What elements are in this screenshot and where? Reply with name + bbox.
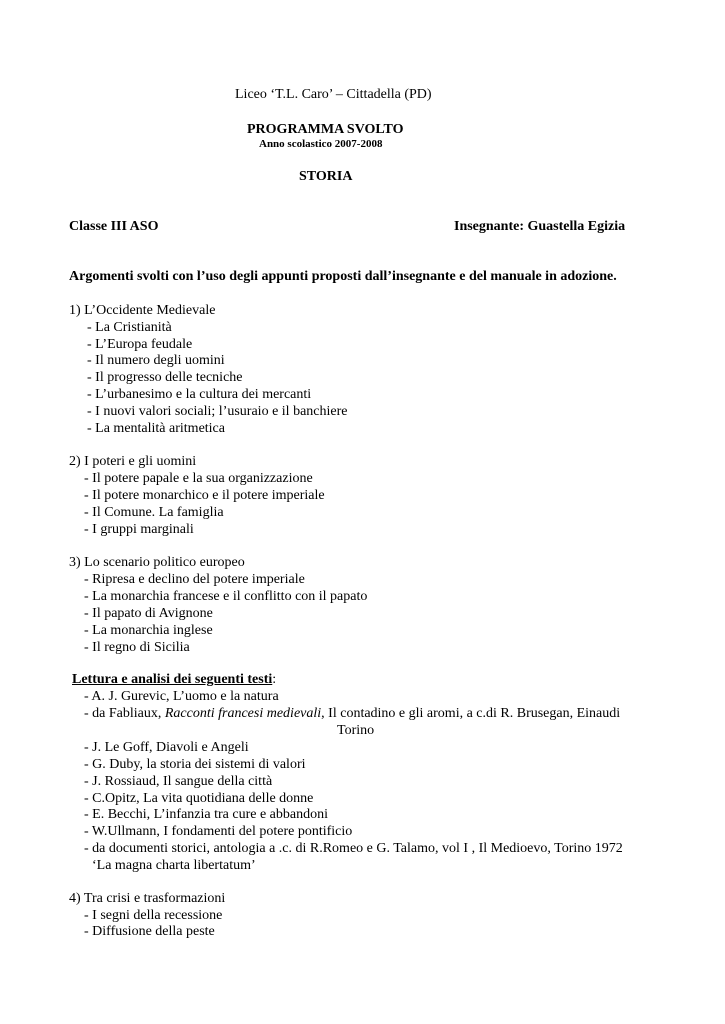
list-item	[84, 705, 620, 722]
reading-text: - da Fabliaux,	[84, 706, 165, 721]
list-item: - G. Duby, la storia dei sistemi di valori	[84, 757, 306, 772]
teacher-label: Insegnante: Guastella Egizia	[454, 219, 626, 234]
list-item: - Ripresa e declino del potere imperiale	[84, 572, 305, 587]
list-item: - da documenti storici, antologia a .c. di R.Romeo e G. Talamo, vol I , Il Medioevo, Torino 1972	[84, 841, 623, 856]
reading-text: , Il contadino e gli aromi, a c.di R. Brusegan, Einaudi	[321, 706, 621, 721]
list-item: - I nuovi valori sociali; l’usuraio e il banchiere	[87, 404, 348, 419]
list-item: - Il progresso delle tecniche	[87, 370, 243, 385]
class-label: Classe III ASO	[69, 219, 159, 234]
list-item: - Il numero degli uomini	[87, 353, 225, 368]
section-title: 1) L’Occidente Medievale	[69, 303, 216, 318]
list-item: - C.Opitz, La vita quotidiana delle donne	[84, 791, 314, 806]
list-item: - Il regno di Sicilia	[84, 640, 190, 655]
list-item: - La monarchia inglese	[84, 623, 213, 638]
list-item: - I segni della recessione	[84, 908, 223, 923]
subject-title: STORIA	[299, 169, 353, 184]
list-item: - L’urbanesimo e la cultura dei mercanti	[87, 387, 312, 402]
list-item: - I gruppi marginali	[84, 522, 194, 537]
list-item: - La Cristianità	[87, 320, 172, 335]
intro-text: Argomenti svolti con l’uso degli appunti proposti dall’insegnante e del manuale in adozione.	[69, 269, 617, 284]
list-item: - A. J. Gurevic, L’uomo e la natura	[84, 689, 279, 704]
list-item: - La mentalità aritmetica	[87, 421, 225, 436]
list-item: - L’Europa feudale	[87, 337, 193, 352]
document-title: PROGRAMMA SVOLTO	[247, 122, 404, 137]
reading-italic-title: Racconti francesi medievali	[164, 706, 322, 721]
list-item: - W.Ullmann, I fondamenti del potere pontificio	[84, 824, 353, 839]
list-item: - E. Becchi, L’infanzia tra cure e abbandoni	[84, 807, 328, 822]
list-item: - Il papato di Avignone	[84, 606, 213, 621]
school-name: Liceo ‘T.L. Caro’ – Cittadella (PD)	[235, 87, 432, 102]
list-item: - Diffusione della peste	[84, 924, 215, 939]
readings-title: Lettura e analisi dei seguenti testi	[72, 672, 273, 687]
list-item: - J. Le Goff, Diavoli e Angeli	[84, 740, 249, 755]
section-title: 2) I poteri e gli uomini	[69, 454, 197, 469]
list-item: - Il Comune. La famiglia	[84, 505, 224, 520]
list-item: - Il potere monarchico e il potere imperiale	[84, 488, 325, 503]
list-item: - La monarchia francese e il conflitto con il papato	[84, 589, 368, 604]
section-title: 3) Lo scenario politico europeo	[69, 555, 245, 570]
section-title: 4) Tra crisi e trasformazioni	[69, 891, 226, 906]
school-year: Anno scolastico 2007-2008	[259, 138, 383, 150]
readings-colon: :	[272, 672, 277, 687]
list-item: - J. Rossiaud, Il sangue della città	[84, 774, 273, 789]
list-item: - Il potere papale e la sua organizzazione	[84, 471, 313, 486]
list-item-continuation: Torino	[337, 723, 375, 738]
readings-heading	[72, 671, 276, 688]
list-item-continuation: ‘La magna charta libertatum’	[92, 858, 256, 873]
